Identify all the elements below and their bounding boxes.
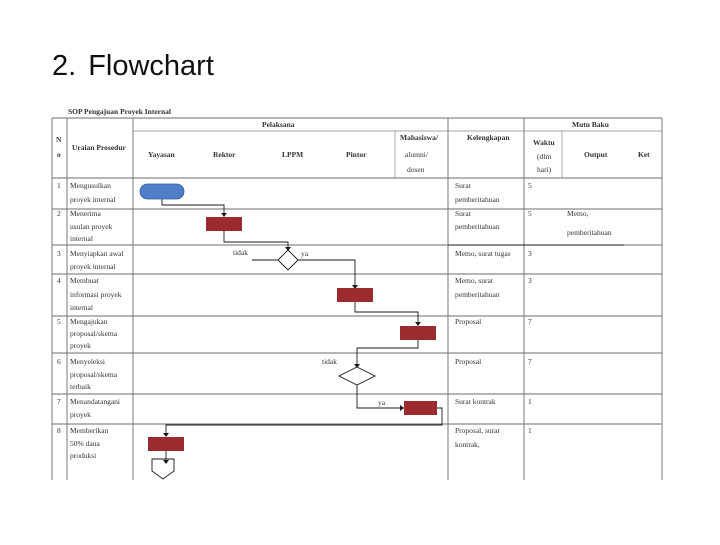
- terminator-start-shape: [140, 184, 184, 199]
- row-8: [57, 426, 532, 460]
- row-kelengkapan-line: Proposal: [455, 357, 482, 366]
- row-7: [57, 397, 532, 419]
- row-kelengkapan-line: Proposal, surat: [455, 426, 500, 435]
- row-output-line: Memo,: [567, 209, 589, 218]
- header-ket: Ket: [638, 150, 650, 159]
- process-box-yayasan: [148, 437, 184, 451]
- arrowhead-icon: [400, 405, 404, 411]
- flow-connectors: [162, 199, 624, 436]
- row-number: 3: [57, 249, 61, 258]
- header-mahasiswa-3: dosen: [407, 165, 425, 174]
- offpage-connector-shape: [152, 459, 174, 479]
- header-pelaksana: Pelaksana: [262, 120, 295, 129]
- row-uraian-line: proposal/skema: [70, 329, 118, 338]
- header-no-2: o: [57, 150, 61, 159]
- row-number: 7: [57, 397, 61, 406]
- header-output: Output: [584, 150, 608, 159]
- row-uraian-line: 50% dana: [70, 439, 100, 448]
- process-box-mahasiswa: [400, 326, 436, 340]
- header-waktu-2: (dlm: [537, 152, 552, 161]
- header-mahasiswa-1: Mahasiswa/: [400, 133, 438, 142]
- row-waktu: 7: [528, 317, 532, 326]
- row-waktu: 3: [528, 276, 532, 285]
- arrowhead-icon: [163, 433, 169, 437]
- row-uraian-line: Membuat: [70, 276, 99, 285]
- row-uraian-line: proposal/skema: [70, 370, 118, 379]
- row-uraian-line: Menyeleksi: [70, 357, 105, 366]
- row-waktu: 1: [528, 426, 532, 435]
- row-kelengkapan-line: Surat: [455, 181, 471, 190]
- header-mahasiswa-2: alumni/: [405, 150, 428, 159]
- row-output-line: pemberitahuan: [567, 228, 612, 237]
- slide-title-text: Flowchart: [88, 50, 214, 82]
- row-number: 4: [57, 276, 61, 285]
- row-5: [57, 317, 532, 350]
- decision-diamond-lppm: [278, 250, 298, 270]
- row-kelengkapan-line: Surat: [455, 209, 471, 218]
- process-box-kontrak: [404, 401, 437, 415]
- row-kelengkapan-line: pemberitahuan: [455, 195, 500, 204]
- row-uraian-line: usulan proyek: [70, 222, 113, 231]
- row-waktu: 5: [528, 209, 532, 218]
- label-tidak-2: tidak: [322, 357, 337, 366]
- header-kelengkapan: Kelengkapan: [467, 133, 510, 142]
- row-waktu: 7: [528, 357, 532, 366]
- row-uraian-line: proyek internal: [70, 262, 116, 271]
- header-pintor: Pintor: [346, 150, 367, 159]
- row-kelengkapan-line: Memo, surat: [455, 276, 493, 285]
- header-no: N: [56, 135, 62, 144]
- header-lppm: LPPM: [282, 150, 304, 159]
- row-kelengkapan-line: pemberitahuan: [455, 290, 500, 299]
- row-waktu: 5: [528, 181, 532, 190]
- row-waktu: 3: [528, 249, 532, 258]
- row-4: [57, 276, 532, 312]
- arrowhead-icon: [221, 213, 227, 217]
- header-yayasan: Yayasan: [148, 150, 175, 159]
- flow-line-4-to-5: [355, 302, 418, 325]
- header-rektor: Rektor: [213, 150, 236, 159]
- row-uraian-line: internal: [70, 234, 93, 243]
- row-1: [57, 181, 532, 204]
- label-ya-1: ya: [301, 249, 309, 258]
- row-kelengkapan-line: pemberitahuan: [455, 222, 500, 231]
- row-number: 1: [57, 181, 61, 190]
- row-uraian-line: Mengajukan: [70, 317, 108, 326]
- row-kelengkapan-line: kontrak,: [455, 440, 480, 449]
- flow-line-7-to-8: [166, 408, 442, 436]
- row-uraian-line: proyek: [70, 341, 91, 350]
- header-uraian: Uraian Prosedur: [72, 143, 126, 152]
- row-number: 8: [57, 426, 61, 435]
- header-waktu-3: hari): [537, 165, 552, 174]
- row-number: 6: [57, 357, 61, 366]
- row-kelengkapan-line: Memo, surat tugas: [455, 249, 511, 258]
- row-uraian-line: Menyiapkan awal: [70, 249, 124, 258]
- process-box-rektor: [206, 217, 242, 231]
- label-tidak-1: tidak: [233, 248, 248, 257]
- row-uraian-line: produksi: [70, 451, 97, 460]
- row-uraian-line: Menandatangani: [70, 397, 120, 406]
- row-uraian-line: internal: [70, 303, 93, 312]
- row-2: [57, 209, 612, 243]
- row-number: 2: [57, 209, 61, 218]
- flow-line-1-to-2: [162, 199, 224, 216]
- header-mutu-baku: Mutu Baku: [572, 120, 609, 129]
- row-uraian-line: proyek internal: [70, 195, 116, 204]
- row-uraian-line: informasi proyek: [70, 290, 122, 299]
- row-kelengkapan-line: Surat kontrak: [455, 397, 496, 406]
- row-6: [57, 357, 532, 391]
- label-ya-2: ya: [378, 398, 386, 407]
- process-box-pintor: [337, 288, 373, 302]
- slide-title-number: 2.: [52, 50, 77, 82]
- row-waktu: 1: [528, 397, 532, 406]
- row-kelengkapan-line: Proposal: [455, 317, 482, 326]
- row-uraian-line: Menerima: [70, 209, 101, 218]
- row-number: 5: [57, 317, 61, 326]
- row-uraian-line: proyek: [70, 410, 91, 419]
- table-header: [56, 120, 650, 174]
- arrowhead-icon: [415, 322, 421, 326]
- decision-diamond-pintor: [339, 367, 375, 385]
- row-uraian-line: Mengusulkan: [70, 181, 111, 190]
- row-uraian-line: terbaik: [70, 382, 91, 391]
- flow-line-5-to-6: [357, 340, 418, 367]
- table-caption: SOP Pengajuan Proyek Internal: [68, 107, 171, 116]
- header-waktu-1: Waktu: [533, 138, 555, 147]
- row-uraian-line: Memberikan: [70, 426, 109, 435]
